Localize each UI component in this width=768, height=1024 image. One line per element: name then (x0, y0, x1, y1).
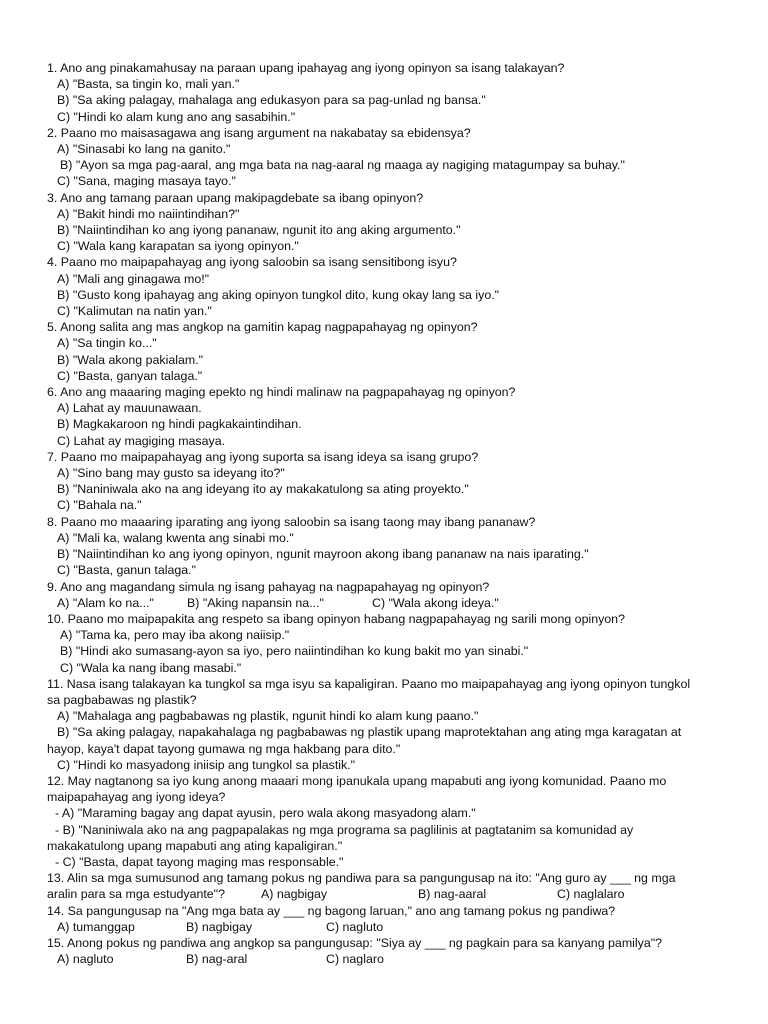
question-13: 13. Alin sa mga sumusunod ang tamang pokus ng pandiwa para sa pangungusap na ito: "Ang guro ay ___ ng mga (47, 871, 676, 886)
q14-option-a: A) tumanggap (57, 919, 135, 934)
q11-option-a: A) "Mahalaga ang pagbabawas ng plastik, ngunit hindi ko alam kung paano." (57, 709, 479, 724)
q2-option-b: B) "Ayon sa mga pag-aaral, ang mga bata na nag-aaral ng maaga ay nagiging matagumpay sa buhay." (60, 158, 625, 173)
q3-option-a: A) "Bakit hindi mo naiintindihan?" (57, 206, 240, 221)
q3-option-b: B) "Naiintindihan ko ang iyong pananaw, ngunit ito ang aking argumento." (57, 223, 461, 238)
q8-option-c: C) "Basta, ganun talaga." (57, 563, 196, 578)
question-15: 15. Anong pokus ng pandiwa ang angkop sa pangungusap: "Siya ay ___ ng pagkain para sa kanyang pamilya"? (47, 935, 663, 950)
q15-option-c: C) naglaro (326, 952, 384, 967)
q10-option-c: C) "Wala ka nang ibang masabi." (60, 660, 242, 675)
question-8: 8. Paano mo maaaring iparating ang iyong saloobin sa isang taong may ibang pananaw? (47, 514, 536, 529)
q5-option-a: A) "Sa tingin ko..." (57, 336, 157, 351)
question-11-cont: sa pagbabawas ng plastik? (47, 692, 197, 707)
q11-option-b-cont: hayop, kaya't dapat tayong gumawa ng mga hakbang para dito." (47, 741, 401, 756)
question-4: 4. Paano mo maipapahayag ang iyong saloobin sa isang sensitibong isyu? (47, 255, 457, 270)
q15-option-a: A) nagluto (57, 952, 114, 967)
q5-option-c: C) "Basta, ganyan talaga." (57, 368, 203, 383)
question-2: 2. Paano mo maisasagawa ang isang argument na nakabatay sa ebidensya? (47, 125, 471, 140)
question-14: 14. Sa pangungusap na "Ang mga bata ay ___ ng bagong laruan," ano ang tamang pokus ng pandiwa? (47, 903, 616, 918)
question-7: 7. Paano mo maipapahayag ang iyong suporta sa isang ideya sa isang grupo? (47, 449, 479, 464)
q1-option-c: C) "Hindi ko alam kung ano ang sasabihin." (57, 109, 296, 124)
q12-option-a: - A) "Maraming bagay ang dapat ayusin, pero wala akong masyadong alam." (55, 806, 476, 821)
q9-option-c: C) "Wala akong ideya." (372, 595, 499, 610)
q6-option-c: C) Lahat ay magiging masaya. (57, 433, 226, 448)
question-11: 11. Nasa isang talakayan ka tungkol sa mga isyu sa kapaligiran. Paano mo maipapahayag ang iyong opinyon tungkol (47, 676, 691, 691)
q13-cont-row (47, 886, 728, 902)
q6-option-b: B) Magkakaroon ng hindi pagkakaintindihan. (57, 417, 302, 432)
q9-options-row (47, 595, 728, 611)
q8-option-b: B) "Naiintindihan ko ang iyong opinyon, ngunit mayroon akong ibang pananaw na nais iparating." (57, 547, 589, 562)
q10-option-a: A) "Tama ka, pero may iba akong naiisip." (60, 628, 290, 643)
q5-option-b: B) "Wala akong pakialam." (57, 352, 204, 367)
q9-option-a: A) "Alam ko na..." (57, 595, 154, 610)
q10-option-b: B) "Hindi ako sumasang-ayon sa iyo, pero naiintindihan ko kung bakit mo yan sinabi." (60, 644, 529, 659)
question-10: 10. Paano mo maipapakita ang respeto sa ibang opinyon habang nagpapahayag ng sarili mong opinyon? (47, 611, 625, 626)
q15-option-b: B) nag-aral (186, 952, 248, 967)
q1-option-b: B) "Sa aking palagay, mahalaga ang edukasyon para sa pag-unlad ng bansa." (57, 93, 486, 108)
q4-option-c: C) "Kalimutan na natin yan." (57, 304, 212, 319)
q12-option-b: - B) "Naniniwala ako na ang pagpapalakas ng mga programa sa paglilinis at pagtatanim sa komunidad ay (55, 822, 634, 837)
q13-option-b: B) nag-aaral (418, 887, 487, 902)
q1-option-a: A) "Basta, sa tingin ko, mali yan." (57, 77, 240, 92)
q7-option-a: A) "Sino bang may gusto sa ideyang ito?" (57, 466, 285, 481)
question-9: 9. Ano ang magandang simula ng isang pahayag na nagpapahayag ng opinyon? (47, 579, 490, 594)
q11-option-c: C) "Hindi ko masyadong iniisip ang tungkol sa plastik." (57, 757, 356, 772)
question-12-cont: maipapahayag ang iyong ideya? (47, 790, 226, 805)
q8-option-a: A) "Mali ka, walang kwenta ang sinabi mo." (57, 530, 294, 545)
question-5: 5. Anong salita ang mas angkop na gamitin kapag nagpapahayag ng opinyon? (47, 320, 478, 335)
question-13-cont: aralin para sa mga estudyante"? (47, 887, 225, 902)
q13-option-c: C) naglalaro (557, 887, 625, 902)
q13-option-a: A) nagbigay (261, 887, 328, 902)
q6-option-a: A) Lahat ay mauunawaan. (57, 401, 202, 416)
q12-option-c: - C) "Basta, dapat tayong maging mas responsable." (55, 854, 344, 869)
q4-option-b: B) "Gusto kong ipahayag ang aking opinyon tungkol dito, kung okay lang sa iyo." (57, 287, 500, 302)
q12-option-b-cont: makakatulong upang mapabuti ang ating kapaligiran." (47, 838, 343, 853)
q14-option-b: B) nagbigay (186, 919, 253, 934)
q14-options-row (47, 919, 728, 935)
q4-option-a: A) "Mali ang ginagawa mo!" (57, 271, 210, 286)
q15-options-row (47, 951, 728, 967)
q9-option-b: B) "Aking napansin na..." (187, 595, 324, 610)
q2-option-c: C) "Sana, maging masaya tayo." (57, 174, 236, 189)
question-6: 6. Ano ang maaaring maging epekto ng hindi malinaw na pagpapahayag ng opinyon? (47, 385, 516, 400)
q7-option-c: C) "Bahala na." (57, 498, 142, 513)
q3-option-c: C) "Wala kang karapatan sa iyong opinyon." (57, 239, 299, 254)
question-12: 12. May nagtanong sa iyo kung anong maaari mong ipanukala upang mapabuti ang iyong komunidad. Paano mo (47, 773, 667, 788)
q14-option-c: C) nagluto (326, 919, 384, 934)
question-3: 3. Ano ang tamang paraan upang makipagdebate sa ibang opinyon? (47, 190, 424, 205)
q7-option-b: B) "Naniniwala ako na ang ideyang ito ay makakatulong sa ating proyekto." (57, 482, 469, 497)
q2-option-a: A) "Sinasabi ko lang na ganito." (57, 142, 231, 157)
q11-option-b: B) "Sa aking palagay, napakahalaga ng pagbabawas ng plastik upang maprotektahan ang ating mga karagatan at (57, 725, 682, 740)
question-1: 1. Ano ang pinakamahusay na paraan upang ipahayag ang iyong opinyon sa isang talakayan? (47, 61, 565, 75)
